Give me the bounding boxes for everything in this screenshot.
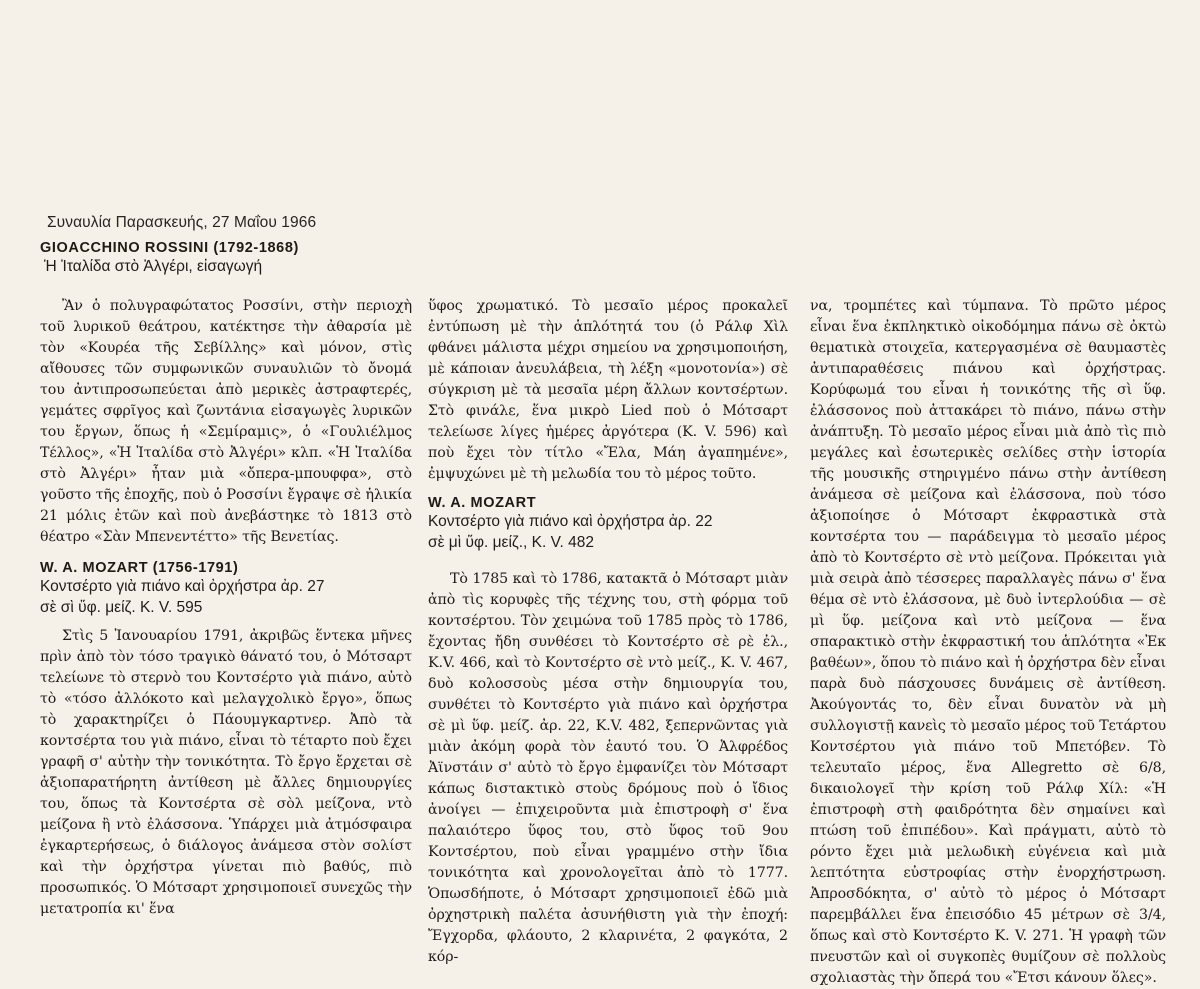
- mozart-27-paragraph-part2: ὕφος χρωματικό. Τὸ μεσαῖο μέρος προκαλεῖ ἐντύπωση μὲ τὴν ἁπλότητά του (ὁ Ράλφ Χὶλ φθάνει μάλιστα μέχρι σημείου να χρησιμοποιήση, μὲ κάποιαν ἀνευλάβεια, τὴ λέξη «μονοτονία») σὲ σύγκριση μὲ τὰ μεσαῖα μέρη ἄλλων κοντσέρτων. Στὸ φινάλε, ἕνα μικρὸ Lied ποὺ ὁ Μότσαρτ τελείωσε λίγες ἡμέρες ἀργότερα (Κ. V. 596) καὶ ποὺ ἔχει τὸν τίτλο «Ἔλα, Μάη ἀγαπημένε», ἐμψυχώνει μὲ τὴ μελωδία του τὸ μέρος τοῦτο.: [428, 298, 788, 482]
- mozart-22-paragraph-part1: Τὸ 1785 καὶ τὸ 1786, κατακτᾶ ὁ Μότσαρτ μιὰν ἀπὸ τὶς κορυφὲς τῆς τέχνης του, στὴ φόρμα τοῦ κοντσέρτου. Τὸν χειμώνα τοῦ 1785 πρὸς τὸ 1786, ἔχοντας ἤδη συνθέσει τὸ Κοντσέρτο σὲ ρὲ ἐλ., Κ.V. 466, καὶ τὸ Κοντσέρτο σὲ ντὸ μείζ., Κ. V. 467, δυὸ κολοσσοὺς μέσα στὴν δημιουργία του, συνθέτει τὸ Κοντσέρτο γιὰ πιάνο καὶ ὀρχήστρα σὲ μὶ ὕφ. μείζ. ἀρ. 22, Κ.V. 482, ξεπερνῶντας γιὰ μιὰν ἀκόμη φορὰ τὸν ἑαυτό του. Ὁ Ἀλφρέδος Ἀϊνστάιν σ' αὐτὸ τὸ ἔργο ἐμφανίζει τὸν Μότσαρτ κάπως διστακτικὸ στοὺς δρόμους ποὺ ὁ ἴδιος ἀνοίγει — ἐπιχειροῦντα μιὰ ἐπιστροφὴ σ' ἕνα παλαιότερο ὕφος του, στὸ ὕφος τοῦ 9ου Κοντσέρτου, ποὺ εἶναι γραμμένο στὴν ἴδια τονικότητα καὶ χρονολογεῖται ἀπὸ τὸ 1777. Ὁπωσδήποτε, ὁ Μότσαρτ χρησιμοποιεῖ ἐδῶ μιὰ ὀρχηστρικὴ παλέτα ἀσυνήθιστη γιὰ τὴν ἐποχή: Ἔγχορδα, φλάουτο, 2 κλαρινέτα, 2 φαγκότα, 2 κόρ-: [428, 571, 788, 965]
- mozart-27-paragraph-part1: Στὶς 5 Ἰανουαρίου 1791, ἀκριβῶς ἕντεκα μῆνες πρὶν ἀπὸ τὸν τόσο τραγικὸ θάνατό του, ὁ Μότσαρτ τελείωνε τὸ στερνὸ του Κοντσέρτο γιὰ πιάνο, αὐτὸ τὸ «τόσο ἀλλόκοτο καὶ μελαγχολικὸ ἔργο», ὅπως τὸ χαρακτηρίζει ὁ Πάουμγκαρτνερ. Ἀπὸ τὰ κοντσέρτα του γιὰ πιάνο, εἶναι τὸ τέταρτο ποὺ ἔχει γραφῆ σ' αὐτὴν τὴν τονικότητα. Τὸ ἔργο ἔρχεται σὲ ἀξιοπαρατήρητη ἀντίθεση μὲ ἄλλες δημιουργίες του, ὅπως τὰ Κοντσέρτα σὲ σὸλ μείζονα, ντὸ μείζονα ἢ ντὸ ἐλάσσονα. Ὑπάρχει μιὰ ἀτμόσφαιρα ἐγκαρτερήσεως, ὁ διάλογος ἀνάμεσα στὸν σολίστ καὶ τὴν ὀρχήστρα γίνεται πιὸ βαθύς, πιὸ προσωπικός. Ὁ Μότσαρτ χρησιμοποιεῖ συνεχῶς τὴν μετατροπία κι' ἕνα: [40, 628, 412, 917]
- composer-mozart-22: W. A. MOZART: [428, 495, 537, 511]
- composer-rossini: GIOACCHINO ROSSINI (1792-1868): [40, 240, 299, 256]
- mozart-22-heading: [428, 495, 788, 553]
- composer-mozart-27: W. A. MOZART (1756-1791): [40, 560, 239, 576]
- rossini-paragraph: Ἂν ὁ πολυγραφώτατος Ροσσίνι, στὴν περιοχὴ τοῦ λυρικοῦ θεάτρου, κατέκτησε τὴν ἀθαρσία μὲ τὸν «Κουρέα τῆς Σεβίλλης» καὶ μόνον, στὶς αἴθουσες τῶν συμφωνικῶν συναυλιῶν τὸ ὄνομά του ἀντιπροσωπεύεται ἀπὸ μερικὲς ἀστραφτερές, γεμάτες σφρῖγος καὶ ζωντάνια εἰσαγωγὲς λυρικῶν του ἔργων, ὅπως ἡ «Σεμίραμις», ὁ «Γουλιέλμος Τέλλος», «Ἡ Ἰταλίδα στὸ Ἀλγέρι» κλπ. «Ἡ Ἰταλίδα στὸ Ἀλγέρι» ἦταν μιὰ «ὄπερα-μπουφφα», στὸ γοῦστο τῆς ἐποχῆς, ποὺ ὁ Ροσσίνι ἔγραψε σὲ ἡλικία 21 μόλις ἐτῶν καὶ ποὺ ἀνεβάστηκε τὸ 1813 στὸ θέατρο «Σὰν Μπενεντέττο» τῆς Βενετίας.: [40, 298, 412, 545]
- work-mozart-22-line2: σὲ μὶ ὕφ. μείζ., Κ. V. 482: [428, 534, 594, 551]
- work-mozart-27-line1: Κοντσέρτο γιὰ πιάνο καὶ ὀρχήστρα ἀρ. 27: [40, 578, 325, 595]
- column-2: [428, 296, 788, 968]
- column-1: [40, 296, 412, 920]
- work-rossini-title: Ἡ Ἰταλίδα στὸ Ἀλγέρι, εἰσαγωγή: [44, 258, 263, 275]
- mozart-27-heading: [40, 560, 412, 618]
- work-mozart-27-line2: σὲ σὶ ὕφ. μείζ. Κ. V. 595: [40, 599, 203, 616]
- concert-header: [40, 214, 420, 277]
- mozart-22-paragraph-part2: να, τρομπέτες καὶ τύμπανα. Τὸ πρῶτο μέρος εἶναι ἕνα ἐκπληκτικὸ οἰκοδόμημα πάνω σὲ ὀκτὼ θεματικὰ στοιχεῖα, κατεργασμένα σὲ θαυμαστὲς ἀντιπαραθέσεις πιάνου καὶ ὀρχήστρας. Κορύφωμά του εἶναι ἡ τονικότης τῆς σὶ ὕφ. ἐλάσσονος ποὺ ἀττακάρει τὸ πιάνο, πάνω στὴν ἀνάπτυξη. Τὸ μεσαῖο μέρος εἶναι μιὰ ἀπὸ τὶς πιὸ μεγάλες καὶ ἐσωτερικὲς σελίδες στὴν ἱστορία τῆς μουσικῆς στηριγμένο πάνω στὴν ἀντίθεση ἀνάμεσα σὲ μείζονα καὶ ἐλάσσονα, ποὺ τόσο ἀξιοποίησε ὁ Μότσαρτ ἐκφραστικὰ στὰ κοντσέρτα του — παράδειγμα τὸ μεσαῖο μέρος ἀπὸ τὸ Κοντσέρτο σὲ ντὸ μείζονα. Πρόκειται γιὰ μιὰ σειρὰ ἀπὸ τέσσερες παραλλαγὲς πάνω σ' ἕνα θέμα σὲ ντὸ ἐλάσσονα, μὲ δυὸ ἰντερλούδια — σὲ μὶ ὕφ. μείζονα καὶ ντὸ μείζονα — ἕνα σπαρακτικὸ στὴν ἐκφραστική του ἁπλότητα «Ἐκ βαθέων», ὅπου τὸ πιάνο καὶ ἡ ὀρχήστρα δὲν εἶναι παρὰ δυὸ πάσχουσες δυνάμεις σὲ ἀντίθεση. Ἀκούγοντάς το, δὲν εἶναι δυνατὸν νὰ μὴ συλλογιστῇ κανεὶς τὸ μεσαῖο μέρος τοῦ Τετάρτου Κοντσέρτου γιὰ πιάνο τοῦ Μπετόβεν. Τὸ τελευταῖο μέρος, ἕνα Allegretto σὲ 6/8, δικαιολογεῖ τὴν κρίση τοῦ Ράλφ Χίλ: «Ἡ ἐπιστροφὴ στὴ φαιδρότητα δὲν σημαίνει καὶ πτώση τοῦ ἐπιπέδου». Καὶ πράγματι, αὐτὸ τὸ ρόντο ἔχει μιὰ μελωδικὴ εὐγένεια καὶ μιὰ λεπτότητα εὐστροφίας στὴν ἐνορχήστρωση. Ἀπροσδόκητα, σ' αὐτὸ τὸ μέρος ὁ Μότσαρτ παρεμβάλλει ἕνα ἐπεισόδιο 45 μέτρων σὲ 3/4, ὅπως καὶ στὸ Κοντσέρτο Κ. V. 271. Ἡ γραφὴ τῶν πνευστῶν καὶ οἱ συγκοπὲς θυμίζουν σὲ πολλοὺς σχολιαστὰς τὴν ὄπερά του «Ἔτσι κάνουν ὅλες».: [810, 298, 1166, 986]
- column-3: [810, 296, 1166, 989]
- work-mozart-22-line1: Κοντσέρτο γιὰ πιάνο καὶ ὀρχήστρα ἀρ. 22: [428, 513, 713, 530]
- concert-date: Συναυλία Παρασκευής, 27 Μαΐου 1966: [47, 214, 317, 231]
